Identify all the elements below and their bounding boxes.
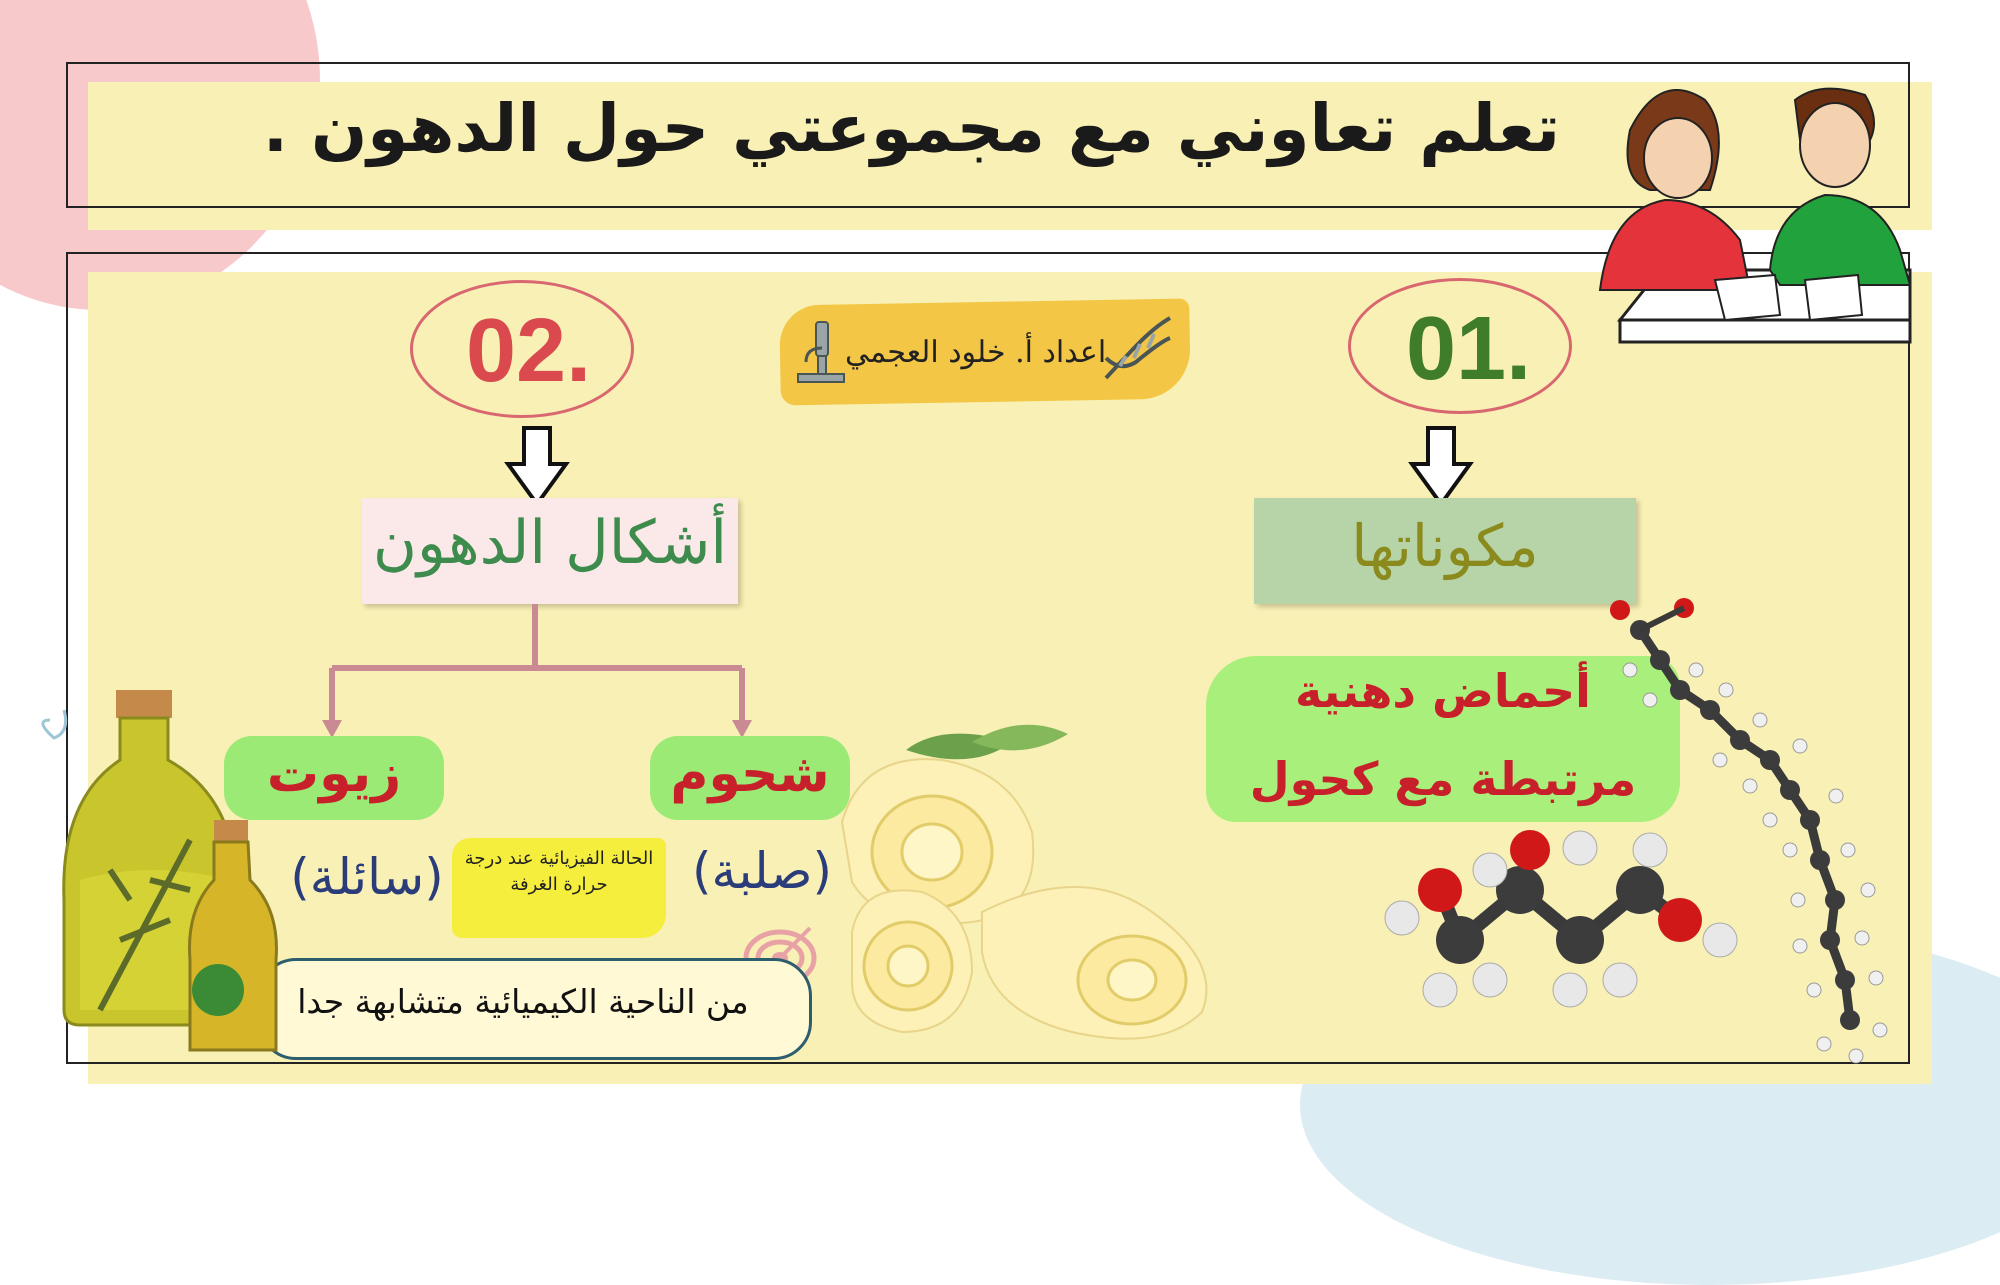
oils-label: زيوت [266, 744, 402, 804]
fatty-acid-chain-image [1600, 590, 1900, 1070]
fats-label: شحوم [670, 744, 830, 804]
dna-icon [1100, 312, 1176, 384]
students-illustration [1590, 70, 1920, 370]
section-number-02: 02. [466, 301, 592, 401]
physical-state-note: الحالة الفيزيائية عند درجة حرارة الغرفة [464, 848, 654, 895]
page-title: تعلم تعاوني مع مجموعتي حول الدهون . [262, 90, 1560, 167]
liquid-label: (سائلة) [290, 848, 444, 906]
fatty-acids-text: أحماض دهنية [1295, 664, 1591, 718]
components-heading: مكوناتها [1351, 512, 1539, 580]
down-arrow-icon [1408, 424, 1474, 508]
solid-label: (صلبة) [692, 842, 832, 900]
branch-connector [310, 604, 770, 744]
chemical-similarity-text: من الناحية الكيميائية متشابهة جدا [297, 982, 749, 1021]
oil-bottles-image [40, 680, 280, 1060]
section-number-01: 01. [1406, 299, 1532, 399]
forms-heading: أشكال الدهون [372, 508, 728, 578]
author-credit: اعداد أ. خلود العجمي [845, 335, 1107, 370]
alcohol-text: مرتبطة مع كحول [1249, 752, 1637, 806]
butter-image [822, 712, 1242, 1062]
down-arrow-icon [504, 424, 570, 508]
